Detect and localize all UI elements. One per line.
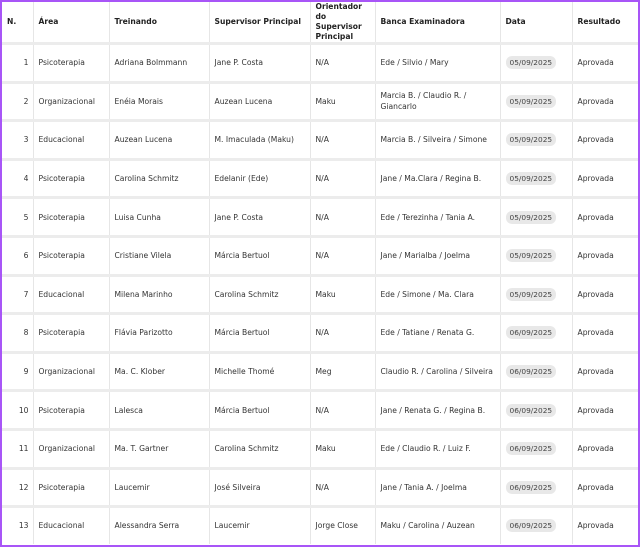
cell-data bbox=[500, 314, 572, 353]
cell-orientador: N/A bbox=[310, 198, 375, 237]
cell-treinando: Auzean Lucena bbox=[109, 121, 209, 160]
cell-banca: Ede / Claudio R. / Luiz F. bbox=[375, 429, 500, 468]
cell-orientador: Maku bbox=[310, 275, 375, 314]
table-row bbox=[2, 121, 638, 160]
cell-treinando: Laucemir bbox=[109, 468, 209, 507]
table-row bbox=[2, 275, 638, 314]
cell-resultado: Aprovada bbox=[572, 429, 638, 468]
cell-area: Psicoterapia bbox=[33, 198, 109, 237]
cell-treinando: Ma. T. Gartner bbox=[109, 429, 209, 468]
cell-n: 13 bbox=[2, 507, 33, 544]
table-row bbox=[2, 82, 638, 121]
cell-supervisor: Carolina Schmitz bbox=[209, 275, 310, 314]
cell-data bbox=[500, 391, 572, 430]
cell-area: Psicoterapia bbox=[33, 391, 109, 430]
header-banca[interactable]: Banca Examinadora bbox=[375, 2, 500, 44]
header-supervisor[interactable]: Supervisor Principal bbox=[209, 2, 310, 44]
date-badge: 05/09/2025 bbox=[506, 56, 557, 69]
header-row bbox=[2, 2, 638, 44]
cell-banca: Jane / Ma.Clara / Regina B. bbox=[375, 159, 500, 198]
cell-data bbox=[500, 468, 572, 507]
cell-banca: Ede / Simone / Ma. Clara bbox=[375, 275, 500, 314]
cell-n: 7 bbox=[2, 275, 33, 314]
cell-banca: Ede / Silvio / Mary bbox=[375, 44, 500, 83]
cell-banca: Jane / Tania A. / Joelma bbox=[375, 468, 500, 507]
cell-supervisor: M. Imaculada (Maku) bbox=[209, 121, 310, 160]
header-n[interactable]: N. bbox=[2, 2, 33, 44]
cell-resultado: Aprovada bbox=[572, 391, 638, 430]
date-badge: 06/09/2025 bbox=[506, 404, 557, 417]
cell-area: Educacional bbox=[33, 121, 109, 160]
cell-orientador: Maku bbox=[310, 429, 375, 468]
cell-resultado: Aprovada bbox=[572, 82, 638, 121]
cell-orientador: Maku bbox=[310, 82, 375, 121]
cell-orientador: N/A bbox=[310, 236, 375, 275]
cell-resultado: Aprovada bbox=[572, 44, 638, 83]
date-badge: 06/09/2025 bbox=[506, 481, 557, 494]
cell-banca: Ede / Tatiane / Renata G. bbox=[375, 314, 500, 353]
cell-banca: Marcia B. / Silveira / Simone bbox=[375, 121, 500, 160]
cell-n: 6 bbox=[2, 236, 33, 275]
date-badge: 05/09/2025 bbox=[506, 211, 557, 224]
cell-data bbox=[500, 275, 572, 314]
table-row bbox=[2, 159, 638, 198]
cell-data bbox=[500, 121, 572, 160]
date-badge: 05/09/2025 bbox=[506, 95, 557, 108]
cell-resultado: Aprovada bbox=[572, 275, 638, 314]
cell-treinando: Luisa Cunha bbox=[109, 198, 209, 237]
cell-n: 9 bbox=[2, 352, 33, 391]
cell-data bbox=[500, 44, 572, 83]
cell-data bbox=[500, 198, 572, 237]
cell-supervisor: Márcia Bertuol bbox=[209, 236, 310, 275]
cell-n: 10 bbox=[2, 391, 33, 430]
cell-data bbox=[500, 236, 572, 275]
cell-n: 5 bbox=[2, 198, 33, 237]
date-badge: 06/09/2025 bbox=[506, 326, 557, 339]
cell-n: 8 bbox=[2, 314, 33, 353]
cell-supervisor: Michelle Thomé bbox=[209, 352, 310, 391]
cell-area: Educacional bbox=[33, 507, 109, 544]
cell-resultado: Aprovada bbox=[572, 198, 638, 237]
date-badge: 06/09/2025 bbox=[506, 365, 557, 378]
cell-data bbox=[500, 159, 572, 198]
cell-treinando: Flávia Parizotto bbox=[109, 314, 209, 353]
cell-treinando: Alessandra Serra bbox=[109, 507, 209, 544]
cell-treinando: Carolina Schmitz bbox=[109, 159, 209, 198]
header-treinando[interactable]: Treinando bbox=[109, 2, 209, 44]
cell-n: 4 bbox=[2, 159, 33, 198]
cell-treinando: Enéia Morais bbox=[109, 82, 209, 121]
cell-banca: Marcia B. / Claudio R. / Giancarlo bbox=[375, 82, 500, 121]
cell-banca: Ede / Terezinha / Tania A. bbox=[375, 198, 500, 237]
table-row bbox=[2, 198, 638, 237]
cell-resultado: Aprovada bbox=[572, 352, 638, 391]
cell-supervisor: Auzean Lucena bbox=[209, 82, 310, 121]
cell-n: 2 bbox=[2, 82, 33, 121]
cell-banca: Claudio R. / Carolina / Silveira bbox=[375, 352, 500, 391]
header-data[interactable]: Data bbox=[500, 2, 572, 44]
cell-orientador: N/A bbox=[310, 121, 375, 160]
cell-supervisor: Jane P. Costa bbox=[209, 44, 310, 83]
table-row bbox=[2, 352, 638, 391]
cell-orientador: N/A bbox=[310, 314, 375, 353]
cell-orientador: N/A bbox=[310, 391, 375, 430]
cell-data bbox=[500, 352, 572, 391]
cell-area: Psicoterapia bbox=[33, 236, 109, 275]
cell-area: Educacional bbox=[33, 275, 109, 314]
results-table bbox=[2, 2, 638, 544]
cell-resultado: Aprovada bbox=[572, 159, 638, 198]
cell-n: 3 bbox=[2, 121, 33, 160]
cell-supervisor: Márcia Bertuol bbox=[209, 391, 310, 430]
cell-data bbox=[500, 82, 572, 121]
cell-orientador: N/A bbox=[310, 468, 375, 507]
date-badge: 05/09/2025 bbox=[506, 249, 557, 262]
cell-area: Psicoterapia bbox=[33, 159, 109, 198]
cell-supervisor: Laucemir bbox=[209, 507, 310, 544]
cell-treinando: Adriana Bolmmann bbox=[109, 44, 209, 83]
header-area[interactable]: Área bbox=[33, 2, 109, 44]
cell-area: Organizacional bbox=[33, 82, 109, 121]
cell-resultado: Aprovada bbox=[572, 314, 638, 353]
table-row bbox=[2, 507, 638, 544]
cell-resultado: Aprovada bbox=[572, 236, 638, 275]
cell-banca: Jane / Marialba / Joelma bbox=[375, 236, 500, 275]
cell-orientador: N/A bbox=[310, 44, 375, 83]
cell-data bbox=[500, 429, 572, 468]
cell-resultado: Aprovada bbox=[572, 121, 638, 160]
table-row bbox=[2, 468, 638, 507]
date-badge: 05/09/2025 bbox=[506, 172, 557, 185]
cell-area: Organizacional bbox=[33, 352, 109, 391]
table-row bbox=[2, 391, 638, 430]
cell-area: Psicoterapia bbox=[33, 314, 109, 353]
table-row bbox=[2, 44, 638, 83]
cell-n: 11 bbox=[2, 429, 33, 468]
cell-treinando: Milena Marinho bbox=[109, 275, 209, 314]
date-badge: 05/09/2025 bbox=[506, 288, 557, 301]
date-badge: 06/09/2025 bbox=[506, 442, 557, 455]
table-row bbox=[2, 429, 638, 468]
cell-supervisor: Jane P. Costa bbox=[209, 198, 310, 237]
cell-orientador: Jorge Close bbox=[310, 507, 375, 544]
cell-orientador: N/A bbox=[310, 159, 375, 198]
cell-banca: Jane / Renata G. / Regina B. bbox=[375, 391, 500, 430]
date-badge: 05/09/2025 bbox=[506, 133, 557, 146]
cell-n: 1 bbox=[2, 44, 33, 83]
cell-treinando: Cristiane Vilela bbox=[109, 236, 209, 275]
table-row bbox=[2, 236, 638, 275]
cell-orientador: Meg bbox=[310, 352, 375, 391]
cell-supervisor: José Silveira bbox=[209, 468, 310, 507]
table-row bbox=[2, 314, 638, 353]
cell-data bbox=[500, 507, 572, 544]
cell-area: Psicoterapia bbox=[33, 468, 109, 507]
cell-treinando: Ma. C. Klober bbox=[109, 352, 209, 391]
cell-resultado: Aprovada bbox=[577, 521, 614, 531]
cell-treinando: Lalesca bbox=[109, 391, 209, 430]
cell-n: 12 bbox=[2, 468, 33, 507]
cell-resultado: Aprovada bbox=[572, 468, 638, 507]
cell-area: Organizacional bbox=[33, 429, 109, 468]
header-orientador[interactable]: Orientador do Supervisor Principal bbox=[310, 2, 375, 44]
cell-area: Psicoterapia bbox=[33, 44, 109, 83]
cell-supervisor: Márcia Bertuol bbox=[209, 314, 310, 353]
cell-supervisor: Carolina Schmitz bbox=[209, 429, 310, 468]
date-badge: 06/09/2025 bbox=[506, 519, 557, 532]
cell-banca: Maku / Carolina / Auzean bbox=[375, 507, 500, 544]
cell-supervisor: Edelanir (Ede) bbox=[209, 159, 310, 198]
header-resultado[interactable]: Resultado bbox=[572, 2, 638, 44]
